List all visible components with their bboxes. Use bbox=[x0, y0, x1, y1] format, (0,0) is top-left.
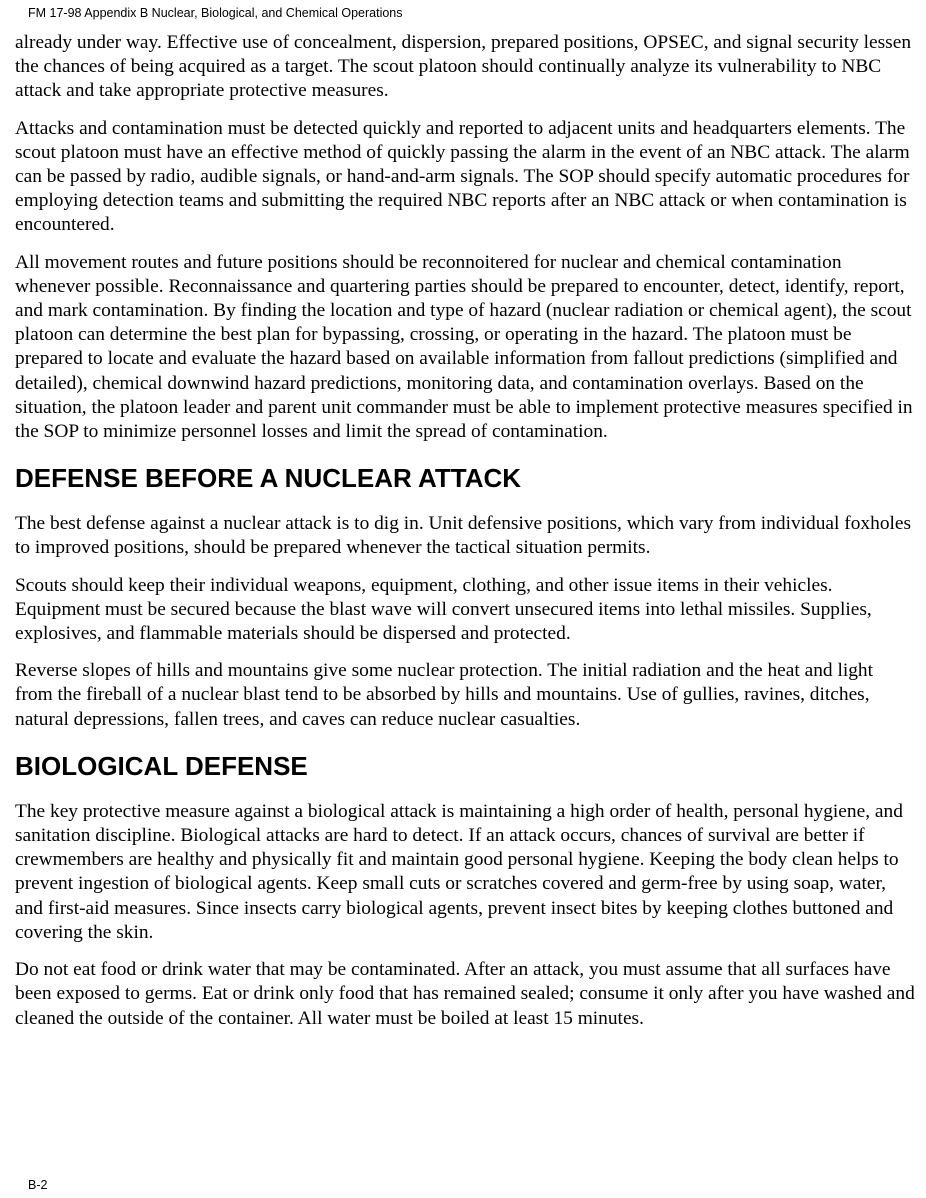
section-heading: BIOLOGICAL DEFENSE bbox=[15, 750, 308, 781]
section-biological-defense bbox=[15, 750, 915, 1031]
section-paragraph: The best defense against a nuclear attack is to dig in. Unit defensive positions, which vary from individual foxholes to improved positions, should be prepared whenever the tactical situation permits. bbox=[15, 513, 912, 559]
intro-paragraph-3: All movement routes and future positions should be reconnoitered for nuclear and chemical contamination whenever possible. Reconnaissance and quartering parties should be prepared to encounter, detect, identify, report, and mark contamination. By finding the location and type of hazard (nuclear radiation or chemical agent), the scout platoon can determine the best plan for bypassing, crossing, or operating in the hazard. The platoon must be prepared to locate and evaluate the hazard based on available information from fallout predictions (simplified and detailed), chemical downwind hazard predictions, monitoring data, and contamination overlays. Based on the situation, the platoon leader and parent unit commander must be able to implement protective measures specified in the SOP to minimize personnel losses and limit the spread of contamination. bbox=[15, 251, 913, 443]
intro-paragraph-1: already under way. Effective use of concealment, dispersion, prepared positions, OPSEC, and signal security lessen the chances of being acquired as a target. The scout platoon should continually analyze its vulnerability to NBC attack and take appropriate protective measures. bbox=[15, 32, 912, 102]
section-paragraph: Scouts should keep their individual weapons, equipment, clothing, and other issue items in their vehicles. Equipment must be secured because the blast wave will convert unsecured items into lethal missiles. Supplies, explosives, and flammable materials should be dispersed and protected. bbox=[15, 574, 872, 645]
section-paragraph: The key protective measure against a biological attack is maintaining a high order of health, personal hygiene, and sanitation discipline. Biological attacks are hard to detect. If an attack occurs, chances of survival are better if crewmembers are healthy and physically fit and maintain good personal hygiene. Keeping the body clean helps to prevent ingestion of biological agents. Keep small cuts or scratches covered and germ-free by using soap, water, and first-aid measures. Since insects carry biological agents, prevent insect bites by keeping clothes buttoned and covering the skin. bbox=[15, 800, 903, 943]
intro-paragraph-2: Attacks and contamination must be detected quickly and reported to adjacent units and headquarters elements. The scout platoon must have an effective method of quickly passing the alarm in the event of an NBC attack. The alarm can be passed by radio, audible signals, or hand-and-arm signals. The SOP should specify automatic procedures for employing detection teams and submitting the required NBC reports after an NBC attack or when contamination is encountered. bbox=[15, 117, 910, 236]
section-heading: DEFENSE BEFORE A NUCLEAR ATTACK bbox=[15, 463, 522, 494]
page-number: B-2 bbox=[28, 1178, 48, 1192]
section-nuclear-defense bbox=[15, 462, 915, 732]
section-paragraph: Reverse slopes of hills and mountains give some nuclear protection. The initial radiation and the heat and light from the fireball of a nuclear blast tend to be absorbed by hills and mountains. Use of gullies, ravines, ditches, natural depressions, fallen trees, and caves can reduce nuclear casualties. bbox=[15, 660, 873, 730]
section-paragraph: Do not eat food or drink water that may be contaminated. After an attack, you must assume that all surfaces have been exposed to germs. Eat or drink only food that has remained sealed; consume it only after you have washed and cleaned the outside of the container. All water must be boiled at least 15 minutes. bbox=[15, 959, 915, 1029]
document-body bbox=[15, 31, 915, 1044]
running-header: FM 17-98 Appendix B Nuclear, Biological, and Chemical Operations bbox=[28, 6, 403, 20]
